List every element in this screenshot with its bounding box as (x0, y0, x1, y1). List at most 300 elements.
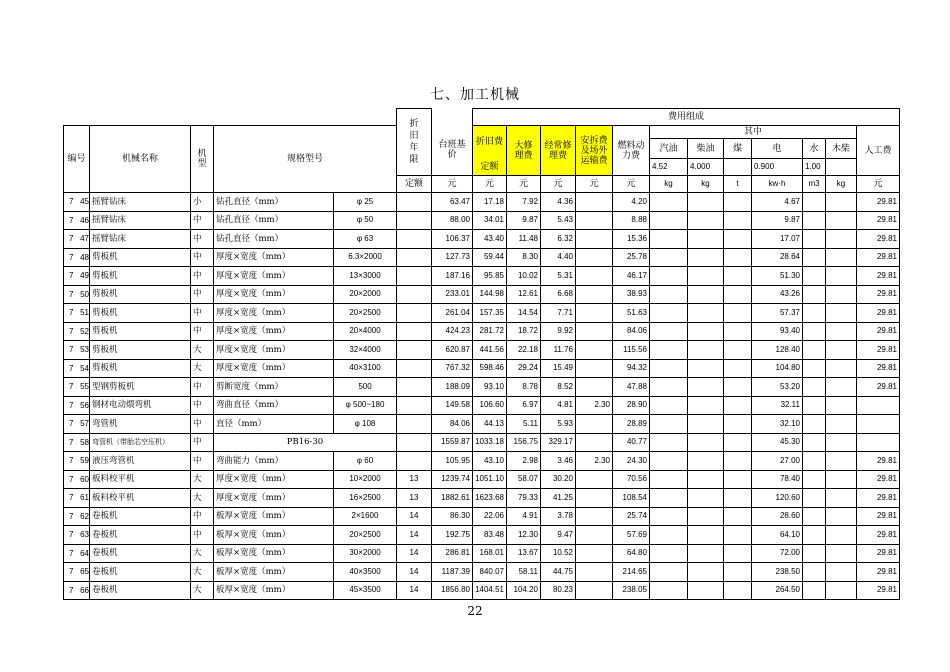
row-diesel (688, 267, 724, 286)
row-code-number: 52 (80, 326, 89, 336)
row-depreciation: 22.06 (473, 507, 507, 526)
row-gasoline (650, 211, 688, 230)
row-depreciation: 83.48 (473, 526, 507, 545)
row-code-section: 7 (69, 326, 74, 336)
row-code-number: 45 (80, 197, 89, 206)
row-size: 2×1600 (334, 507, 397, 526)
row-code (64, 526, 90, 545)
row-wood (826, 470, 857, 489)
row-electric: 64.10 (752, 526, 803, 545)
row-base-price: 1856.80 (432, 581, 473, 600)
row-code-number: 51 (80, 308, 89, 317)
row-size: 32×4000 (334, 341, 397, 360)
row-size: 10×2000 (334, 470, 397, 489)
row-code (64, 544, 90, 563)
row-repair: 3.78 (541, 507, 576, 526)
row-gasoline (650, 563, 688, 582)
row-water (803, 470, 826, 489)
row-install (576, 378, 613, 397)
row-coal (724, 211, 752, 230)
unit-electric: kw·h (752, 176, 803, 193)
row-fuel: 214.65 (613, 563, 650, 582)
row-coal (724, 322, 752, 341)
row-type: 中 (191, 378, 214, 397)
row-size: φ 500~180 (334, 396, 397, 415)
row-overhaul: 10.02 (507, 267, 541, 286)
header-overhaul: 大修 理费 (507, 126, 541, 176)
row-years (397, 193, 432, 212)
row-code-number: 55 (80, 382, 89, 391)
table-row (64, 526, 900, 545)
header-type: 机 型 (191, 126, 214, 193)
row-gasoline (650, 433, 688, 452)
row-size: φ 60 (334, 452, 397, 471)
row-name: 弯管机 (90, 415, 191, 434)
row-water (803, 230, 826, 249)
row-overhaul: 22.18 (507, 341, 541, 360)
row-fuel: 70.56 (613, 470, 650, 489)
row-coal (724, 507, 752, 526)
row-gasoline (650, 359, 688, 378)
row-type: 大 (191, 544, 214, 563)
row-electric: 17.07 (752, 230, 803, 249)
row-code-number: 65 (80, 567, 89, 576)
row-depreciation: 441.56 (473, 341, 507, 360)
row-install (576, 304, 613, 323)
row-code-number: 58 (80, 437, 89, 447)
row-years (397, 452, 432, 471)
row-repair: 4.36 (541, 193, 576, 212)
row-code (64, 452, 90, 471)
row-water (803, 359, 826, 378)
row-wood (826, 341, 857, 360)
table-row (64, 285, 900, 304)
row-spec: 厚度×宽度（mm） (214, 285, 334, 304)
row-spec: 厚度×宽度（mm） (214, 322, 334, 341)
row-install (576, 489, 613, 508)
row-depreciation: 1033.18 (473, 433, 507, 452)
row-base-price: 286.81 (432, 544, 473, 563)
row-spec: PB16-30 (214, 433, 397, 452)
unit-quota: 定额 (397, 176, 432, 193)
row-type: 中 (191, 304, 214, 323)
row-fuel: 84.06 (613, 322, 650, 341)
row-water (803, 378, 826, 397)
row-type: 中 (191, 433, 214, 452)
row-labor: 29.81 (857, 341, 900, 360)
row-code-section: 7 (69, 345, 74, 354)
row-size: 6.3×2000 (334, 248, 397, 267)
row-install (576, 211, 613, 230)
header-quota: 定额 (473, 159, 507, 176)
row-overhaul: 18.72 (507, 322, 541, 341)
row-wood (826, 359, 857, 378)
row-code (64, 230, 90, 249)
row-name: 卷板机 (90, 544, 191, 563)
row-size: 20×2500 (334, 526, 397, 545)
row-spec: 板厚×宽度（mm） (214, 581, 334, 600)
row-code-section: 7 (69, 363, 74, 373)
row-depreciation: 106.60 (473, 396, 507, 415)
row-water (803, 489, 826, 508)
row-fuel: 94.32 (613, 359, 650, 378)
table-row (64, 248, 900, 267)
row-fuel: 4.20 (613, 193, 650, 212)
row-repair: 15.49 (541, 359, 576, 378)
header-diesel: 柴油 (688, 139, 724, 159)
row-water (803, 248, 826, 267)
row-size: φ 63 (334, 230, 397, 249)
row-years: 14 (397, 544, 432, 563)
row-labor (857, 415, 900, 434)
row-water (803, 415, 826, 434)
row-years (397, 230, 432, 249)
unit-water: m3 (803, 176, 826, 193)
row-gasoline (650, 470, 688, 489)
table-row (64, 211, 900, 230)
row-type: 中 (191, 322, 214, 341)
row-electric: 93.40 (752, 322, 803, 341)
row-gasoline (650, 285, 688, 304)
row-fuel: 108.54 (613, 489, 650, 508)
row-wood (826, 507, 857, 526)
row-repair: 80.23 (541, 581, 576, 600)
row-years: 13 (397, 489, 432, 508)
row-wood (826, 211, 857, 230)
row-size: 40×3100 (334, 359, 397, 378)
row-overhaul: 58.07 (507, 470, 541, 489)
row-code-number: 48 (80, 252, 89, 262)
row-overhaul: 79.33 (507, 489, 541, 508)
row-base-price: 1559.87 (432, 433, 473, 452)
row-electric: 9.87 (752, 211, 803, 230)
row-type: 大 (191, 359, 214, 378)
row-code-number: 66 (80, 585, 89, 595)
row-depreciation: 95.85 (473, 267, 507, 286)
row-name: 剪板机 (90, 341, 191, 360)
row-install (576, 248, 613, 267)
row-labor: 29.81 (857, 526, 900, 545)
row-fuel: 46.17 (613, 267, 650, 286)
row-electric: 32.10 (752, 415, 803, 434)
row-code-section: 7 (69, 289, 74, 299)
row-spec: 钻孔直径（mm） (214, 211, 334, 230)
row-spec: 剪断宽度（mm） (214, 378, 334, 397)
row-coal (724, 563, 752, 582)
row-base-price: 86.30 (432, 507, 473, 526)
row-years (397, 396, 432, 415)
row-years (397, 433, 432, 452)
row-type: 大 (191, 581, 214, 600)
row-code (64, 211, 90, 230)
header-code: 编号 (64, 126, 90, 193)
row-labor: 29.81 (857, 470, 900, 489)
row-labor: 29.81 (857, 563, 900, 582)
row-base-price: 188.09 (432, 378, 473, 397)
unit-gasoline: kg (650, 176, 688, 193)
row-spec: 厚度×宽度（mm） (214, 248, 334, 267)
row-gasoline (650, 489, 688, 508)
price-electric: 0.900 (752, 159, 803, 176)
row-overhaul: 156.75 (507, 433, 541, 452)
row-code-section: 7 (69, 271, 74, 280)
row-wood (826, 248, 857, 267)
table-row (64, 452, 900, 471)
unit-dep: 元 (473, 176, 507, 193)
row-type: 中 (191, 267, 214, 286)
row-size: 40×3500 (334, 563, 397, 582)
row-install (576, 341, 613, 360)
row-install (576, 415, 613, 434)
row-repair: 7.71 (541, 304, 576, 323)
row-code-section: 7 (69, 456, 74, 465)
row-code-section: 7 (69, 308, 74, 317)
row-base-price: 424.23 (432, 322, 473, 341)
row-depreciation: 168.01 (473, 544, 507, 563)
row-wood (826, 544, 857, 563)
row-coal (724, 526, 752, 545)
row-diesel (688, 470, 724, 489)
row-code-section: 7 (69, 567, 74, 576)
row-code-number: 53 (80, 345, 89, 354)
row-diesel (688, 304, 724, 323)
row-type: 中 (191, 396, 214, 415)
row-code-section: 7 (69, 437, 74, 447)
row-water (803, 581, 826, 600)
unit-ins: 元 (576, 176, 613, 193)
row-code-section: 7 (69, 215, 74, 225)
row-coal (724, 581, 752, 600)
unit-ovh: 元 (507, 176, 541, 193)
row-type: 中 (191, 285, 214, 304)
row-code (64, 470, 90, 489)
unit-labor: 元 (857, 176, 900, 193)
row-install (576, 581, 613, 600)
row-fuel: 8.88 (613, 211, 650, 230)
row-name: 剪板机 (90, 267, 191, 286)
row-code-number: 63 (80, 530, 89, 539)
row-install (576, 544, 613, 563)
row-size: 16×2500 (334, 489, 397, 508)
row-code (64, 359, 90, 378)
row-gasoline (650, 507, 688, 526)
table-row (64, 563, 900, 582)
row-code (64, 285, 90, 304)
page-title: 七、加工机械 (430, 87, 520, 103)
row-type: 小 (191, 193, 214, 212)
row-code (64, 248, 90, 267)
row-code-section: 7 (69, 234, 74, 243)
row-fuel: 15.36 (613, 230, 650, 249)
row-labor: 29.81 (857, 489, 900, 508)
header-depreciation: 折旧费 (473, 126, 507, 159)
row-water (803, 304, 826, 323)
row-type: 中 (191, 415, 214, 434)
row-spec: 直径（mm） (214, 415, 334, 434)
row-labor: 29.81 (857, 304, 900, 323)
row-code-section: 7 (69, 493, 74, 502)
row-water (803, 452, 826, 471)
row-base-price: 63.47 (432, 193, 473, 212)
row-install (576, 470, 613, 489)
row-overhaul: 29.24 (507, 359, 541, 378)
row-code (64, 433, 90, 452)
row-code (64, 396, 90, 415)
row-fuel: 28.90 (613, 396, 650, 415)
row-electric: 45.30 (752, 433, 803, 452)
row-years (397, 285, 432, 304)
row-fuel: 115.56 (613, 341, 650, 360)
row-depreciation: 17.18 (473, 193, 507, 212)
header-electric: 电 (752, 139, 803, 159)
row-name: 卷板机 (90, 526, 191, 545)
row-diesel (688, 193, 724, 212)
row-coal (724, 285, 752, 304)
row-name: 钢材电动煨弯机 (90, 396, 191, 415)
row-diesel (688, 230, 724, 249)
row-spec: 板厚×宽度（mm） (214, 544, 334, 563)
row-gasoline (650, 341, 688, 360)
row-base-price: 1239.74 (432, 470, 473, 489)
row-water (803, 193, 826, 212)
table-row (64, 304, 900, 323)
row-electric: 238.50 (752, 563, 803, 582)
row-gasoline (650, 193, 688, 212)
row-coal (724, 415, 752, 434)
row-overhaul: 12.61 (507, 285, 541, 304)
row-electric: 27.00 (752, 452, 803, 471)
unit-base: 元 (432, 176, 473, 193)
row-coal (724, 341, 752, 360)
row-depreciation: 43.40 (473, 230, 507, 249)
row-water (803, 285, 826, 304)
unit-diesel: kg (688, 176, 724, 193)
row-labor: 29.81 (857, 378, 900, 397)
row-wood (826, 378, 857, 397)
row-wood (826, 563, 857, 582)
price-gasoline: 4.52 (650, 159, 688, 176)
row-repair: 4.40 (541, 248, 576, 267)
row-repair: 44.75 (541, 563, 576, 582)
row-gasoline (650, 581, 688, 600)
row-gasoline (650, 230, 688, 249)
row-code-section: 7 (69, 548, 74, 558)
row-code-number: 46 (80, 215, 89, 225)
row-electric: 28.60 (752, 507, 803, 526)
page-number: 22 (467, 604, 483, 618)
row-coal (724, 544, 752, 563)
table-row (64, 230, 900, 249)
row-fuel: 25.74 (613, 507, 650, 526)
table-row (64, 544, 900, 563)
row-base-price: 261.04 (432, 304, 473, 323)
row-electric: 32.11 (752, 396, 803, 415)
row-wood (826, 415, 857, 434)
row-name: 剪板机 (90, 248, 191, 267)
row-base-price: 106.37 (432, 230, 473, 249)
row-diesel (688, 526, 724, 545)
row-years (397, 211, 432, 230)
row-code-section: 7 (69, 585, 74, 595)
row-type: 大 (191, 563, 214, 582)
table-row (64, 581, 900, 600)
row-install: 2.30 (576, 452, 613, 471)
row-code (64, 563, 90, 582)
row-code-section: 7 (69, 530, 74, 539)
row-repair: 3.46 (541, 452, 576, 471)
row-type: 大 (191, 341, 214, 360)
row-gasoline (650, 396, 688, 415)
row-install (576, 433, 613, 452)
row-years: 13 (397, 470, 432, 489)
row-diesel (688, 544, 724, 563)
row-labor: 29.81 (857, 507, 900, 526)
row-labor: 29.81 (857, 230, 900, 249)
unit-fuel: 元 (613, 176, 650, 193)
row-gasoline (650, 267, 688, 286)
row-electric: 28.64 (752, 248, 803, 267)
row-repair: 30.20 (541, 470, 576, 489)
row-code-number: 59 (80, 456, 89, 465)
table-row (64, 267, 900, 286)
row-code-number: 64 (80, 548, 89, 558)
row-fuel: 40.77 (613, 433, 650, 452)
table-row (64, 396, 900, 415)
row-name: 卷板机 (90, 581, 191, 600)
row-coal (724, 359, 752, 378)
row-overhaul: 2.98 (507, 452, 541, 471)
row-base-price: 84.06 (432, 415, 473, 434)
row-overhaul: 9.87 (507, 211, 541, 230)
row-depreciation: 157.35 (473, 304, 507, 323)
row-overhaul: 58.11 (507, 563, 541, 582)
row-overhaul: 5.11 (507, 415, 541, 434)
row-labor (857, 396, 900, 415)
row-size: 45×3500 (334, 581, 397, 600)
row-labor: 29.81 (857, 248, 900, 267)
row-gasoline (650, 304, 688, 323)
row-base-price: 620.87 (432, 341, 473, 360)
row-size: 13×3000 (334, 267, 397, 286)
row-code (64, 415, 90, 434)
row-install (576, 285, 613, 304)
row-diesel (688, 322, 724, 341)
row-repair: 5.43 (541, 211, 576, 230)
row-name: 剪板机 (90, 322, 191, 341)
row-fuel: 38.93 (613, 285, 650, 304)
row-code (64, 581, 90, 600)
row-wood (826, 452, 857, 471)
row-code (64, 341, 90, 360)
row-water (803, 544, 826, 563)
row-wood (826, 526, 857, 545)
row-gasoline (650, 322, 688, 341)
row-install (576, 359, 613, 378)
row-size: φ 25 (334, 193, 397, 212)
table-row (64, 378, 900, 397)
header-gasoline: 汽油 (650, 139, 688, 159)
row-electric: 57.37 (752, 304, 803, 323)
table-row (64, 433, 900, 452)
row-code-section: 7 (69, 511, 74, 521)
header-repair: 经常修 理费 (541, 126, 576, 176)
row-electric: 264.50 (752, 581, 803, 600)
row-code (64, 322, 90, 341)
row-overhaul: 12.30 (507, 526, 541, 545)
row-name: 板料校平机 (90, 489, 191, 508)
row-install (576, 193, 613, 212)
row-type: 中 (191, 526, 214, 545)
